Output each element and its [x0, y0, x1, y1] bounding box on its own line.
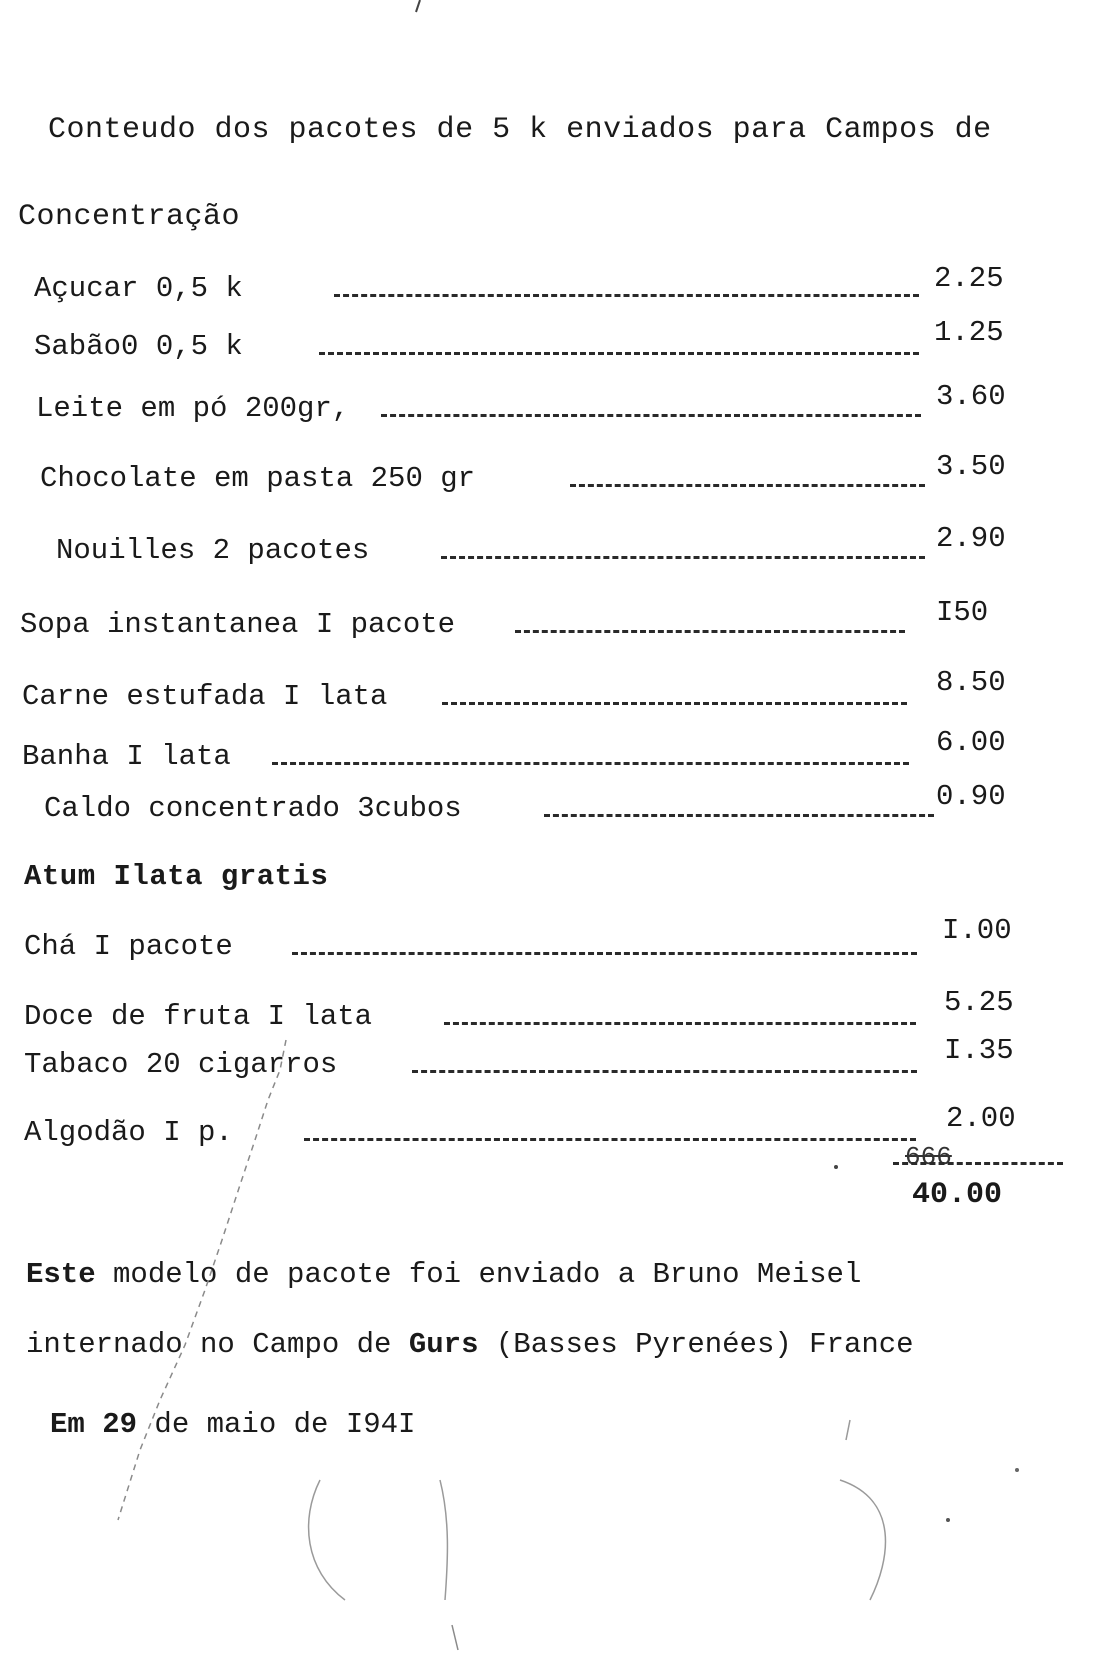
- item-price: 5.25: [944, 986, 1014, 1019]
- leader-dashes: [381, 414, 921, 417]
- item-price: 3.50: [936, 450, 1006, 483]
- leader-dashes: [334, 294, 919, 297]
- item-label: Chocolate em pasta 250 gr: [40, 462, 476, 495]
- atum-line: Atum Ilata gratis: [24, 860, 329, 893]
- item-row-tabaco: [24, 1034, 1024, 1088]
- total-value: 40.00: [912, 1178, 1003, 1212]
- footer-line1-lead: Este: [26, 1258, 96, 1291]
- speck: [1015, 1468, 1019, 1472]
- item-price: 0.90: [936, 780, 1006, 813]
- item-price: 8.50: [936, 666, 1006, 699]
- speck: [834, 1165, 838, 1169]
- pencil-curve: [840, 1480, 885, 1600]
- leader-dashes: [441, 556, 925, 559]
- leader-dashes: [319, 352, 919, 355]
- pencil-tick: [846, 1420, 850, 1440]
- item-price: I50: [936, 596, 989, 629]
- leader-dashes: [444, 1022, 916, 1025]
- item-label: Doce de fruta I lata: [24, 1000, 373, 1033]
- item-label: Leite em pó 200gr,: [36, 392, 350, 425]
- item-label: Caldo concentrado 3cubos: [44, 792, 462, 825]
- leader-dashes: [412, 1070, 917, 1073]
- footer-line3: [50, 1408, 415, 1441]
- item-label: Sabão0 0,5 k: [34, 330, 243, 363]
- item-price: I.00: [942, 914, 1012, 947]
- item-label: Carne estufada I lata: [22, 680, 388, 713]
- item-row-leite: [36, 380, 1026, 432]
- footer-line2: [26, 1328, 914, 1361]
- leader-dashes: [304, 1138, 916, 1141]
- footer-line1-rest: modelo de pacote foi enviado a Bruno Meisel: [95, 1258, 862, 1291]
- item-label: Chá I pacote: [24, 930, 233, 963]
- total-rule: [893, 1162, 1063, 1165]
- pencil-curve: [440, 1480, 447, 1600]
- leader-dashes: [570, 484, 925, 487]
- document-heading-line2: Concentração: [18, 200, 241, 234]
- item-price: 3.60: [936, 380, 1006, 413]
- leader-dashes: [272, 762, 909, 765]
- footer-line3-lead: Em 29: [50, 1408, 138, 1441]
- item-row-cha: [24, 914, 1024, 970]
- item-row-sabao: [34, 316, 1024, 370]
- item-label: Sopa instantanea I pacote: [20, 608, 456, 641]
- leader-dashes: [442, 702, 907, 705]
- item-row-acucar: [34, 262, 1024, 312]
- document-heading-line1: Conteudo dos pacotes de 5 k enviados para Campos de: [48, 113, 992, 147]
- item-price: 1.25: [934, 316, 1004, 349]
- item-label: Nouilles 2 pacotes: [56, 534, 370, 567]
- footer-camp-name: Gurs: [408, 1328, 479, 1361]
- item-label: Algodão I p.: [24, 1116, 233, 1149]
- item-label: Açucar 0,5 k: [34, 272, 243, 305]
- struck-value: 666: [905, 1142, 952, 1172]
- item-price: 6.00: [936, 726, 1006, 759]
- pencil-tick: [452, 1625, 458, 1650]
- item-price: 2.00: [946, 1102, 1016, 1135]
- item-label: Tabaco 20 cigarros: [24, 1048, 338, 1081]
- item-row-doce: [24, 986, 1024, 1040]
- item-label: Banha I lata: [22, 740, 231, 773]
- item-row-chocolate: [40, 450, 1030, 502]
- item-row-caldo: [44, 780, 1044, 832]
- speck: [946, 1518, 950, 1522]
- leader-dashes: [515, 630, 905, 633]
- item-price: I.35: [944, 1034, 1014, 1067]
- item-price: 2.90: [936, 522, 1006, 555]
- item-row-algodao: [24, 1102, 1024, 1156]
- item-row-banha: [22, 726, 1022, 780]
- footer-line2-pre: internado no Campo de: [26, 1328, 409, 1361]
- item-price: 2.25: [934, 262, 1004, 295]
- leader-dashes: [544, 814, 934, 817]
- item-row-nouilles: [56, 522, 1046, 574]
- item-row-sopa: [20, 596, 1020, 648]
- item-row-carne: [22, 666, 1022, 720]
- footer-line2-post: (Basses Pyrenées) France: [478, 1328, 914, 1361]
- leader-dashes: [292, 952, 917, 955]
- pencil-curve: [309, 1480, 345, 1600]
- top-mark: [416, 0, 420, 12]
- footer-line1: [26, 1258, 861, 1291]
- footer-line3-rest: de maio de I94I: [137, 1408, 416, 1441]
